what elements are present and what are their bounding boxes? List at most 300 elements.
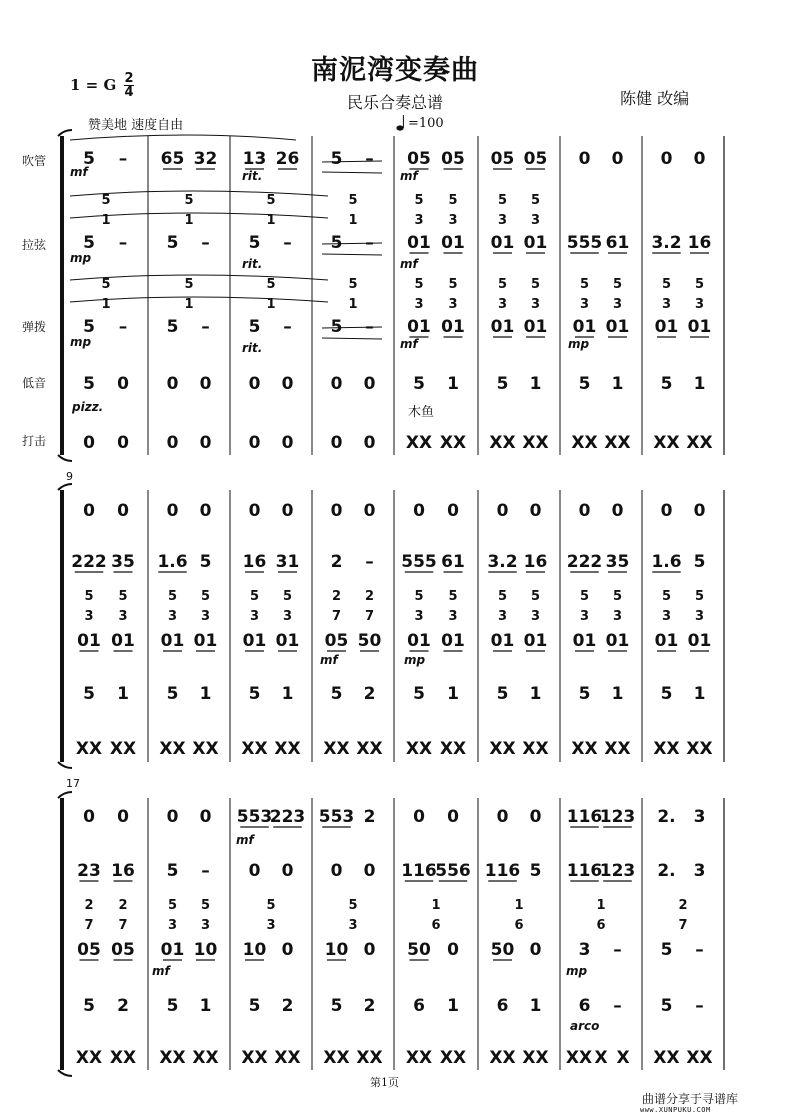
note-group: 5 <box>660 940 673 960</box>
note-group: 01 <box>605 631 630 651</box>
note-group: 0 <box>248 374 261 394</box>
chord-note-top: 5 <box>661 589 672 604</box>
chord-note-bottom: 6 <box>514 918 524 933</box>
note-group: 01 <box>490 631 515 651</box>
note-group: 116 <box>484 861 521 881</box>
note-group: – <box>365 552 374 572</box>
note-group: 5 <box>248 996 261 1016</box>
dynamic-mf: mf <box>320 653 338 667</box>
note-group: – <box>365 317 374 337</box>
chord-note-top: 5 <box>101 277 111 292</box>
chord-note-bottom: 1 <box>101 297 111 312</box>
note-group: – <box>613 940 622 960</box>
note-group: XX <box>565 1048 593 1068</box>
note-group: – <box>118 233 128 253</box>
dynamic-mp: mp <box>404 653 426 667</box>
note-group: XX <box>571 433 598 453</box>
chord-note-top: 5 <box>497 589 508 604</box>
note-group: 01 <box>77 631 101 651</box>
note-group: 1 <box>529 374 542 394</box>
note-group: 1 <box>281 684 294 704</box>
note-group: 0 <box>330 433 343 453</box>
note-group: 0 <box>363 501 376 521</box>
chord-note-top: 2 <box>678 898 688 913</box>
tempo-expression: 赞美地 速度自由 <box>88 118 184 133</box>
note-group: XX <box>489 739 516 759</box>
note-group: XX <box>686 739 713 759</box>
chord-note-top: 5 <box>579 589 590 604</box>
page-number: 第1页 <box>370 1076 399 1089</box>
note-group: 01 <box>441 233 465 253</box>
note-group: – <box>201 317 210 337</box>
chord-note-top: 5 <box>118 589 128 604</box>
chord-note-top: 5 <box>184 277 194 292</box>
chord-note-bottom: 1 <box>101 213 111 228</box>
note-group: 5 <box>529 861 542 881</box>
note-group: 555 <box>401 552 437 572</box>
chord-note-bottom: 3 <box>167 609 178 624</box>
note-group: XX <box>75 1048 103 1068</box>
key-signature: 1 = G <box>70 76 117 94</box>
note-group: 223 <box>269 807 306 827</box>
note-group: 0 <box>117 501 129 521</box>
note-group: 0 <box>248 861 261 881</box>
score-subtitle: 民乐合奏总谱 <box>346 93 443 112</box>
rit-mark: rit. <box>242 169 263 183</box>
chord-note-top: 5 <box>448 277 458 292</box>
note-group: 01 <box>441 631 465 651</box>
note-group: 5 <box>248 684 261 704</box>
chord-note-bottom: 3 <box>282 609 293 624</box>
note-group: 01 <box>523 317 548 337</box>
note-group: 5 <box>330 233 343 253</box>
note-group: XX <box>405 1048 433 1068</box>
note-group: XX <box>604 433 631 453</box>
note-group: 2 <box>117 996 129 1016</box>
note-group: 32 <box>193 149 218 169</box>
note-group: 6 <box>496 996 509 1016</box>
chord-note-bottom: 3 <box>694 609 705 624</box>
chord-note-bottom: 7 <box>118 918 128 933</box>
dynamic-mf: mf <box>400 169 418 183</box>
chord-note-top: 5 <box>448 589 458 604</box>
note-group: 5 <box>83 374 95 394</box>
note-group: 0 <box>529 807 542 827</box>
score-title: 南泥湾变奏曲 <box>311 55 479 86</box>
note-group: 5 <box>166 684 179 704</box>
arranger-credit: 陈健 改编 <box>620 89 690 108</box>
chord-note-bottom: 3 <box>167 918 178 933</box>
note-group: 0 <box>447 940 459 960</box>
chord-note-top: 5 <box>249 589 260 604</box>
note-group: 0 <box>496 501 509 521</box>
note-group: XX <box>405 433 433 453</box>
note-group: 50 <box>357 631 382 651</box>
note-group: 0 <box>363 374 376 394</box>
note-group: 5 <box>413 374 425 394</box>
note-group: XX <box>522 739 549 759</box>
note-group: 5 <box>83 684 95 704</box>
note-group: 5 <box>330 149 343 169</box>
note-group: XX <box>159 739 186 759</box>
measure-number: 9 <box>66 470 73 483</box>
note-group: 5 <box>248 233 261 253</box>
system-bracket <box>58 792 72 798</box>
note-group: XX <box>686 1048 713 1068</box>
dynamic-mf: mf <box>400 337 418 351</box>
note-group: XX <box>439 1048 467 1068</box>
time-signature: 2 4 <box>124 71 134 100</box>
instrument-label-bass: 低音 <box>22 376 47 390</box>
note-group: 3 <box>693 861 706 881</box>
chord-note-top: 5 <box>200 589 211 604</box>
note-group: XX <box>571 739 598 759</box>
system-bracket <box>58 455 72 461</box>
note-group: 116 <box>566 861 603 881</box>
note-group: 01 <box>687 631 712 651</box>
note-group: 116 <box>566 807 603 827</box>
chord-note-top: 2 <box>364 589 375 604</box>
note-group: 5 <box>199 552 212 572</box>
note-group: 0 <box>447 501 459 521</box>
note-group: 16 <box>111 861 135 881</box>
note-group: 5 <box>166 233 179 253</box>
chord-note-top: 5 <box>661 277 672 292</box>
chord-note-bottom: 3 <box>448 297 458 312</box>
note-group: 01 <box>572 631 597 651</box>
chord-note-top: 5 <box>348 898 358 913</box>
note-group: XX <box>274 1048 301 1068</box>
note-group: – <box>365 149 374 169</box>
note-group: 01 <box>523 233 548 253</box>
chord-note-top: 5 <box>266 898 276 913</box>
muyu-label: 木鱼 <box>408 405 435 420</box>
note-group: 01 <box>242 631 267 651</box>
note-group: 553 <box>318 807 355 827</box>
rit-mark: rit. <box>242 341 263 355</box>
note-group: XX <box>356 739 383 759</box>
note-group: 0 <box>166 807 179 827</box>
chord-note-bottom: 3 <box>497 609 508 624</box>
note-group: XX <box>604 739 631 759</box>
chord-note-top: 1 <box>514 898 524 913</box>
note-group: 05 <box>441 149 465 169</box>
chord-note-top: 5 <box>612 589 623 604</box>
chord-note-bottom: 3 <box>612 609 623 624</box>
chord-note-bottom: 1 <box>184 213 194 228</box>
note-group: 0 <box>166 501 179 521</box>
note-group: 556 <box>435 861 471 881</box>
note-group: 0 <box>578 149 591 169</box>
note-group: 05 <box>77 940 101 960</box>
note-group: X <box>594 1048 608 1068</box>
system-bracket <box>58 130 72 136</box>
note-group: 6 <box>413 996 425 1016</box>
note-group: XX <box>192 739 219 759</box>
note-group: 123 <box>599 807 636 827</box>
chord-note-top: 5 <box>348 277 358 292</box>
note-group: 23 <box>77 861 101 881</box>
note-group: 1 <box>447 374 459 394</box>
note-group: 0 <box>199 501 212 521</box>
note-group: 553 <box>236 807 273 827</box>
chord-note-top: 5 <box>694 277 705 292</box>
note-group: XX <box>192 1048 219 1068</box>
chord-note-top: 5 <box>530 589 541 604</box>
chord-note-top: 5 <box>497 193 508 208</box>
note-group: 13 <box>242 149 267 169</box>
note-group: 01 <box>275 631 300 651</box>
chord-note-top: 1 <box>431 898 441 913</box>
note-group: – <box>695 996 704 1016</box>
note-group: – <box>118 149 128 169</box>
note-group: 5 <box>413 684 425 704</box>
chord-note-bottom: 3 <box>579 297 590 312</box>
site-credit: 曲谱分享于寻谱库 <box>642 1092 739 1106</box>
system-bracket <box>60 136 64 455</box>
note-group: 0 <box>660 501 673 521</box>
note-group: 01 <box>654 317 679 337</box>
note-group: 01 <box>572 317 597 337</box>
dynamic-mf: mf <box>400 257 418 271</box>
chord-note-bottom: 7 <box>678 918 688 933</box>
chord-note-top: 5 <box>84 589 94 604</box>
chord-note-bottom: 1 <box>184 297 194 312</box>
note-group: 0 <box>281 501 294 521</box>
note-group: 0 <box>248 433 261 453</box>
note-group: 5 <box>166 317 179 337</box>
note-group: 0 <box>330 374 343 394</box>
note-group: – <box>201 861 210 881</box>
note-group: 0 <box>281 861 294 881</box>
chord-note-bottom: 3 <box>530 297 541 312</box>
note-group: 2 <box>281 996 294 1016</box>
note-group: 10 <box>242 940 267 960</box>
note-group: 10 <box>324 940 349 960</box>
dynamic-mp: mp <box>70 251 92 265</box>
note-group: 0 <box>248 501 261 521</box>
chord-note-bottom: 7 <box>84 918 94 933</box>
chord-note-top: 5 <box>530 277 541 292</box>
note-group: 16 <box>523 552 548 572</box>
note-group: 0 <box>578 501 591 521</box>
note-group: 01 <box>160 631 185 651</box>
note-group: – <box>283 317 292 337</box>
note-group: 01 <box>160 940 185 960</box>
note-group: 0 <box>117 807 129 827</box>
note-group: 5 <box>330 996 343 1016</box>
note-group: XX <box>109 1048 137 1068</box>
system-bracket <box>58 1070 72 1076</box>
chord-note-bottom: 3 <box>661 297 672 312</box>
dynamic-mf: mf <box>236 833 254 847</box>
note-group: 2 <box>363 684 376 704</box>
note-group: 31 <box>275 552 300 572</box>
chord-note-bottom: 7 <box>331 609 342 624</box>
chord-note-bottom: 6 <box>596 918 606 933</box>
note-group: 5 <box>166 861 179 881</box>
note-group: 61 <box>441 552 465 572</box>
note-group: 222 <box>566 552 603 572</box>
note-group: 2 <box>363 807 376 827</box>
note-group: 5 <box>83 233 95 253</box>
slur <box>70 135 296 140</box>
dynamic-mp: mp <box>70 335 92 349</box>
note-group: 123 <box>599 861 636 881</box>
chord-note-top: 5 <box>167 898 178 913</box>
note-group: 0 <box>611 501 624 521</box>
instrument-label-plucked: 弹拨 <box>22 320 47 334</box>
note-group: 5 <box>578 684 591 704</box>
note-group: 6 <box>578 996 591 1016</box>
note-group: XX <box>356 1048 383 1068</box>
chord-note-top: 2 <box>331 589 342 604</box>
chord-note-bottom: 3 <box>200 918 211 933</box>
note-group: 0 <box>413 807 425 827</box>
chord-note-top: 2 <box>84 898 94 913</box>
arco-mark: arco <box>570 1019 600 1033</box>
note-group: 01 <box>407 233 431 253</box>
chord-note-bottom: 3 <box>497 213 508 228</box>
note-group: 1 <box>447 996 459 1016</box>
note-group: 01 <box>523 631 548 651</box>
note-group: 35 <box>605 552 630 572</box>
dynamic-mp: mp <box>566 964 588 978</box>
note-group: 0 <box>496 807 509 827</box>
note-group: 0 <box>330 501 343 521</box>
chord-note-top: 5 <box>167 589 178 604</box>
instrument-label-winds: 吹管 <box>22 154 47 168</box>
note-group: 05 <box>324 631 349 651</box>
note-group: 50 <box>490 940 515 960</box>
chord-note-bottom: 3 <box>612 297 623 312</box>
chord-note-top: 5 <box>348 193 358 208</box>
note-group: 1 <box>611 684 624 704</box>
note-group: 0 <box>660 149 673 169</box>
note-group: 0 <box>363 861 376 881</box>
note-group: 65 <box>160 149 185 169</box>
chord-note-bottom: 3 <box>414 213 424 228</box>
chord-note-bottom: 3 <box>414 297 424 312</box>
note-group: 01 <box>605 317 630 337</box>
note-group: 5 <box>83 317 95 337</box>
note-group: 0 <box>363 940 376 960</box>
note-group: 35 <box>111 552 135 572</box>
note-group: 0 <box>199 807 212 827</box>
note-group: 116 <box>401 861 437 881</box>
chord-note-bottom: 7 <box>364 609 375 624</box>
note-group: 01 <box>687 317 712 337</box>
note-group: 5 <box>330 317 343 337</box>
note-group: 16 <box>242 552 267 572</box>
chord-note-bottom: 3 <box>497 297 508 312</box>
note-group: 5 <box>660 374 673 394</box>
note-group: 01 <box>407 317 431 337</box>
site-url: www.XUNPUKU.COM <box>640 1106 711 1114</box>
note-group: 0 <box>330 861 343 881</box>
note-group: 0 <box>363 433 376 453</box>
note-group: 5 <box>83 996 95 1016</box>
chord-note-top: 5 <box>266 277 276 292</box>
chord-note-bottom: 3 <box>249 609 260 624</box>
chord-note-top: 5 <box>694 589 705 604</box>
note-group: 5 <box>248 317 261 337</box>
note-group: XX <box>686 433 713 453</box>
note-group: XX <box>323 739 350 759</box>
note-group: – <box>201 233 210 253</box>
note-group: 3.2 <box>651 233 682 253</box>
system-bracket <box>60 798 64 1070</box>
chord-note-bottom: 3 <box>200 609 211 624</box>
chord-note-bottom: 3 <box>448 213 458 228</box>
instrument-label-percussion: 打击 <box>22 434 47 448</box>
note-group: 0 <box>693 501 706 521</box>
note-group: 0 <box>166 374 179 394</box>
note-group: 1 <box>529 996 542 1016</box>
instrument-label-strings: 拉弦 <box>22 238 47 252</box>
note-group: 50 <box>407 940 431 960</box>
note-group: – <box>283 233 292 253</box>
chord-note-top: 5 <box>282 589 293 604</box>
note-group: 0 <box>117 374 129 394</box>
dynamic-mp: mp <box>568 337 590 351</box>
note-group: XX <box>439 433 467 453</box>
note-group: 5 <box>83 149 95 169</box>
tempo-mark: =100 <box>408 116 444 131</box>
note-group: XX <box>489 1048 516 1068</box>
note-group: 10 <box>193 940 218 960</box>
chord-note-top: 5 <box>184 193 194 208</box>
note-group: 2. <box>657 807 676 827</box>
rit-mark: rit. <box>242 257 263 271</box>
chord-note-top: 5 <box>101 193 111 208</box>
note-group: 1 <box>529 684 542 704</box>
chord-note-top: 5 <box>530 193 541 208</box>
note-group: 1 <box>199 996 212 1016</box>
note-group: 0 <box>611 149 624 169</box>
note-group: 1 <box>199 684 212 704</box>
chord-note-top: 5 <box>579 277 590 292</box>
note-group: 5 <box>330 684 343 704</box>
chord-note-bottom: 3 <box>118 609 128 624</box>
note-group: XX <box>489 433 516 453</box>
chord-note-bottom: 1 <box>348 297 358 312</box>
note-group: 05 <box>523 149 548 169</box>
note-group: 0 <box>529 940 542 960</box>
chord-note-top: 5 <box>612 277 623 292</box>
note-group: 26 <box>275 149 300 169</box>
note-group: 01 <box>490 317 515 337</box>
note-group: 0 <box>83 501 95 521</box>
note-group: 3 <box>578 940 591 960</box>
note-group: 5 <box>166 996 179 1016</box>
note-group: 05 <box>407 149 431 169</box>
note-group: 61 <box>605 233 630 253</box>
dynamic-mf: mf <box>152 964 170 978</box>
note-group: XX <box>405 739 433 759</box>
system-bracket <box>58 762 72 768</box>
chord-note-bottom: 3 <box>530 213 541 228</box>
note-group: XX <box>522 1048 549 1068</box>
note-group: 01 <box>193 631 218 651</box>
chord-note-bottom: 3 <box>530 609 541 624</box>
note-group: 01 <box>441 317 465 337</box>
note-group: 05 <box>490 149 515 169</box>
note-group: 0 <box>199 374 212 394</box>
chord-note-bottom: 3 <box>661 609 672 624</box>
note-group: 2 <box>363 996 376 1016</box>
note-group: XX <box>522 433 549 453</box>
